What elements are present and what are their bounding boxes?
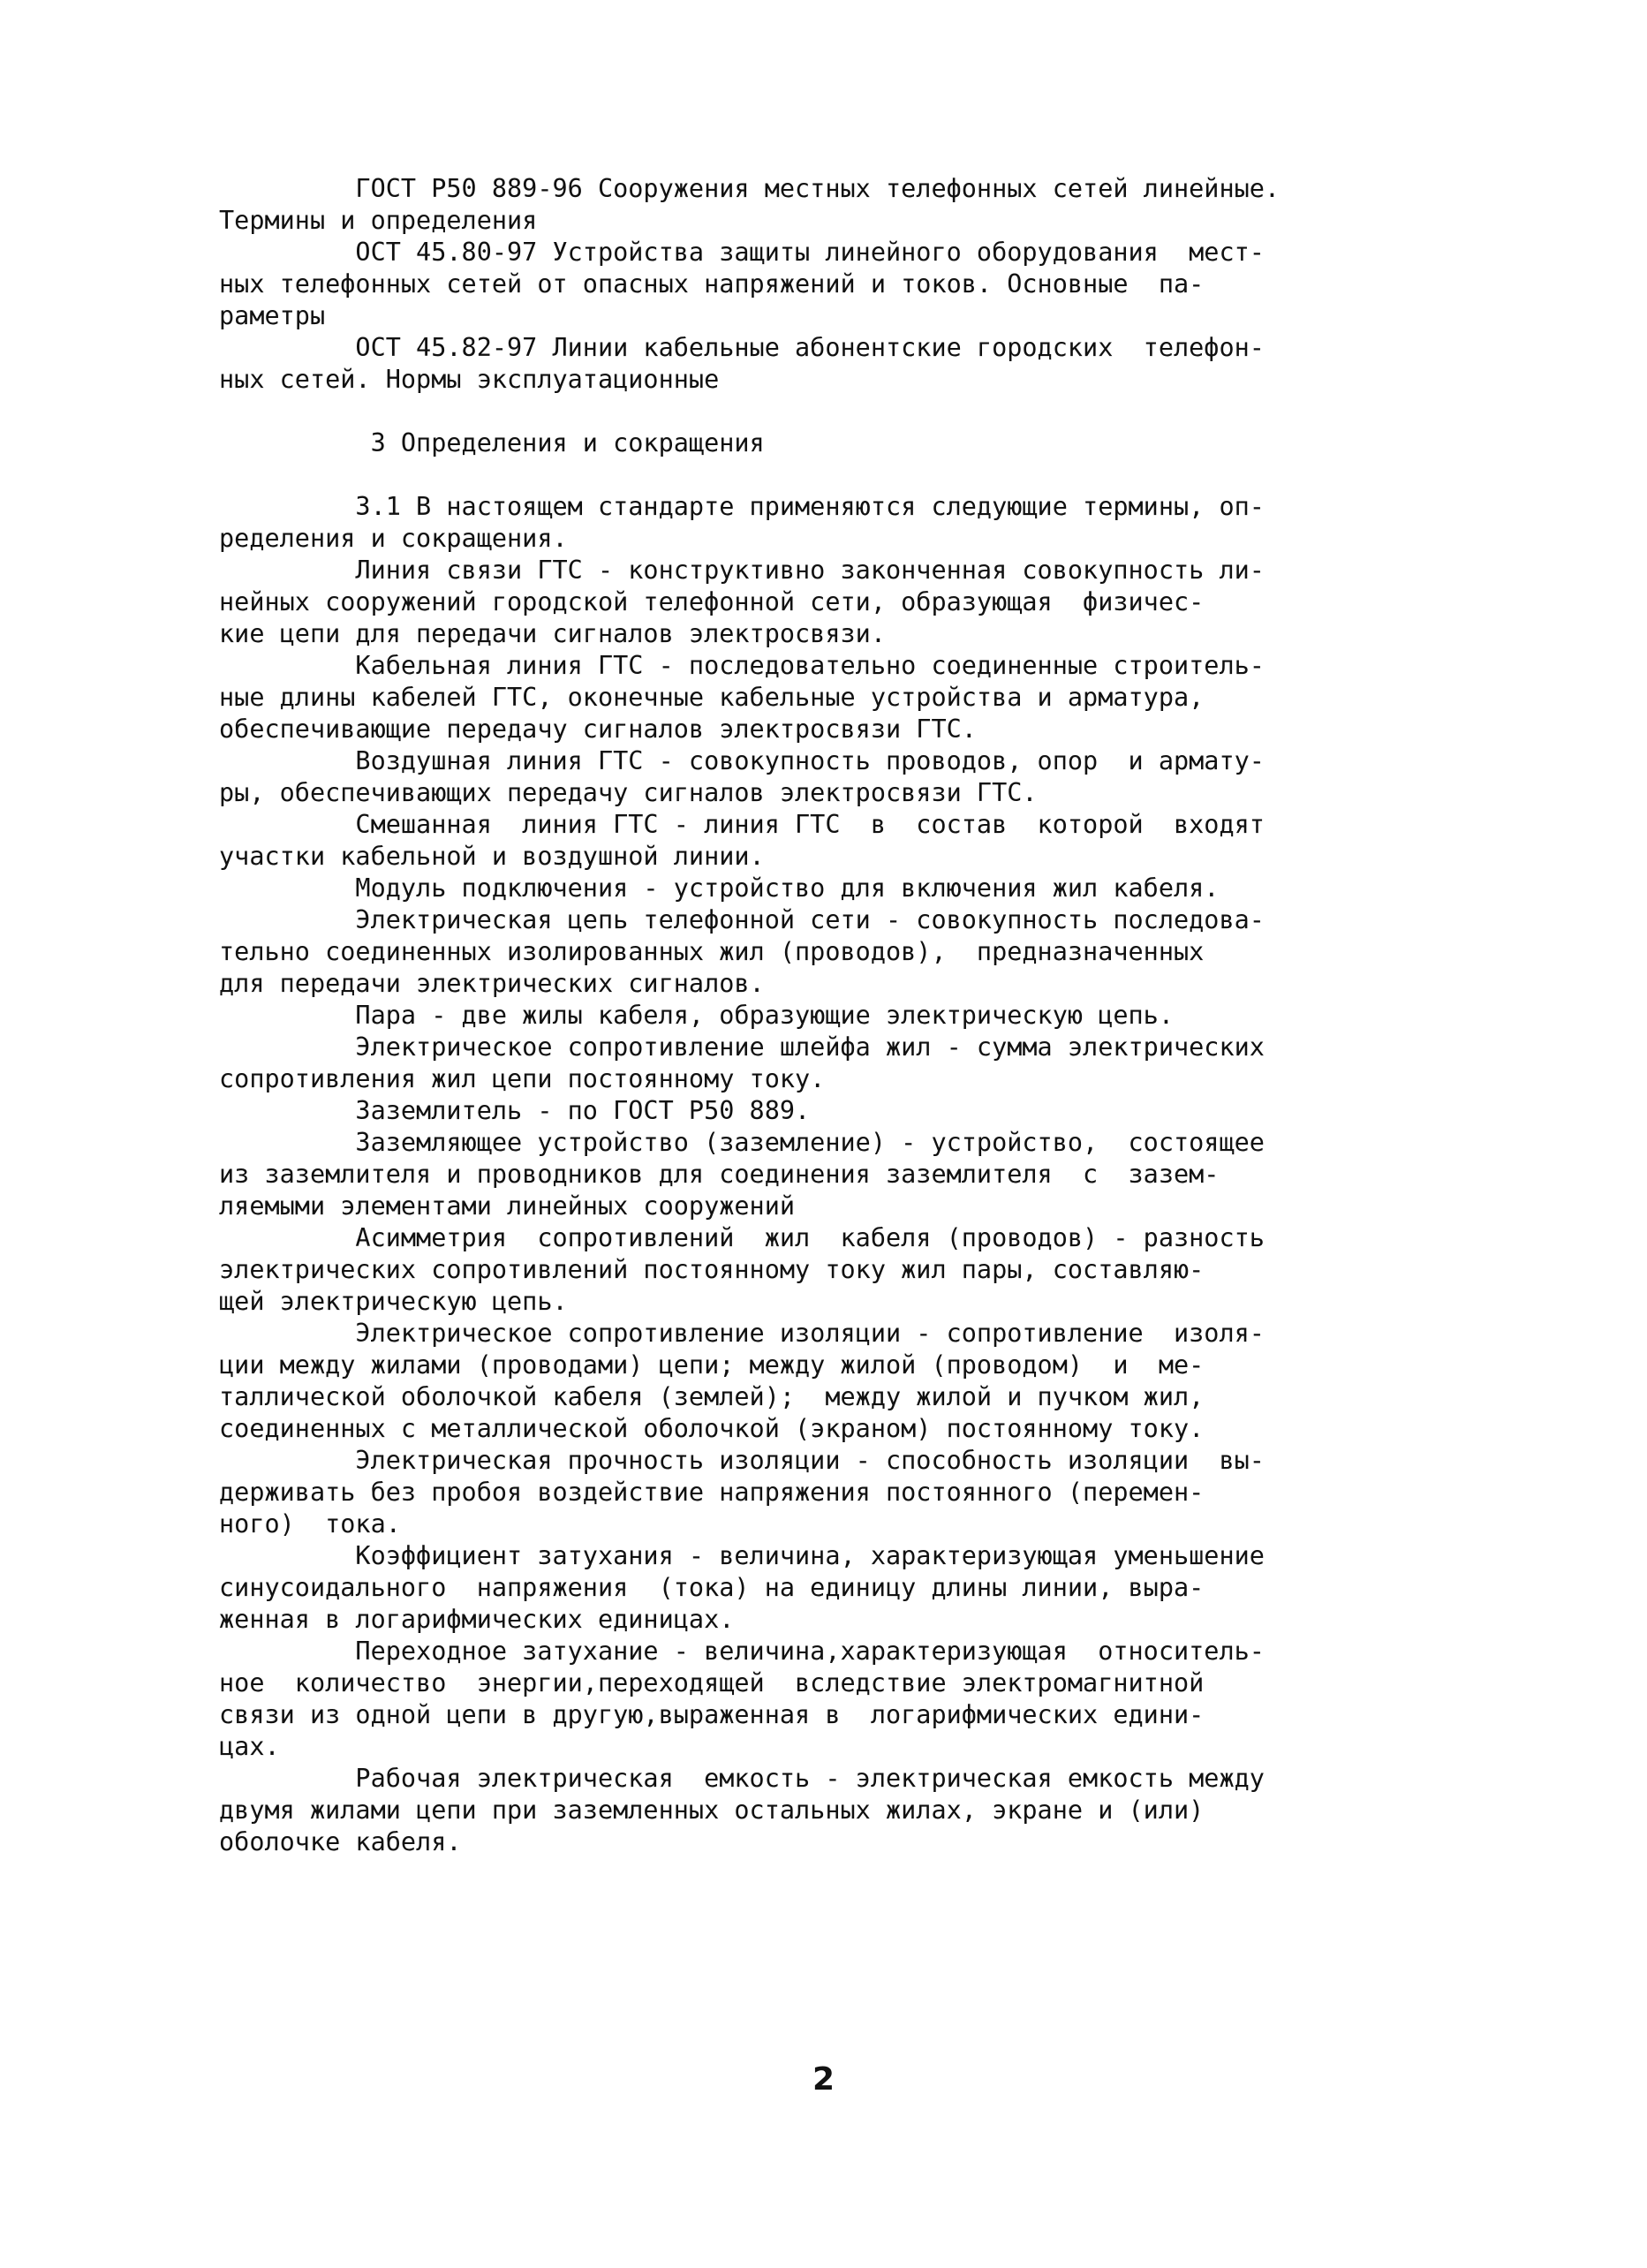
text-line: ляемыми элементами линейных сооружений	[219, 1191, 796, 1221]
section-heading: 3 Определения и сокращения	[219, 428, 765, 457]
reference-line: ных сетей. Нормы эксплуатационные	[219, 365, 720, 394]
text-line: Коэффициент затухания - величина, характеризующая уменьшение	[219, 1541, 1265, 1570]
text-line: 3.1 В настоящем стандарте применяются следующие термины, оп-	[219, 492, 1265, 521]
text-line: двумя жилами цепи при заземленных остальных жилах, экране и (или)	[219, 1796, 1205, 1825]
text-line: ределения и сокращения.	[219, 524, 568, 553]
reference-line: ГОСТ Р50 889-96 Сооружения местных телефонных сетей линейные.	[219, 174, 1281, 203]
text-line: Электрическая прочность изоляции - способность изоляции вы-	[219, 1446, 1265, 1475]
reference-line: Термины и определения	[219, 206, 538, 235]
text-line: ные длины кабелей ГТС, оконечные кабельные устройства и арматура,	[219, 683, 1205, 712]
text-line: обеспечивающие передачу сигналов электросвязи ГТС.	[219, 714, 977, 744]
text-line: участки кабельной и воздушной линии.	[219, 842, 765, 871]
references-block	[219, 173, 1447, 396]
reference-line: ОСТ 45.82-97 Линии кабельные абонентские городских телефон-	[219, 333, 1265, 362]
reference-line: ных телефонных сетей от опасных напряжений и токов. Основные па-	[219, 269, 1205, 299]
text-line: ное количество энергии,переходящей вследствие электромагнитной	[219, 1668, 1205, 1697]
document-page	[219, 173, 1447, 1858]
text-line: электрических сопротивлений постоянному току жил пары, составляю-	[219, 1255, 1205, 1284]
text-line: Кабельная линия ГТС - последовательно соединенные строитель-	[219, 651, 1265, 680]
text-line: оболочке кабеля.	[219, 1827, 462, 1856]
reference-line: раметры	[219, 301, 326, 330]
text-line: Заземлитель - по ГОСТ Р50 889.	[219, 1096, 811, 1125]
text-line: из заземлителя и проводников для соединения заземлителя с зазем-	[219, 1160, 1220, 1189]
text-line: ции между жилами (проводами) цепи; между жилой (проводом) и ме-	[219, 1350, 1205, 1380]
text-line: цах.	[219, 1732, 280, 1761]
text-line: соединенных с металлической оболочкой (экраном) постоянному току.	[219, 1414, 1205, 1443]
text-line: связи из одной цепи в другую,выраженная в логарифмических едини-	[219, 1700, 1205, 1729]
text-line: Переходное затухание - величина,характеризующая относитель-	[219, 1637, 1265, 1666]
text-line: Заземляющее устройство (заземление) - устройство, состоящее	[219, 1128, 1265, 1157]
text-line: Воздушная линия ГТС - совокупность проводов, опор и армату-	[219, 746, 1265, 775]
text-line: Пара - две жилы кабеля, образующие электрическую цепь.	[219, 1001, 1174, 1030]
text-line: для передачи электрических сигналов.	[219, 969, 765, 998]
text-line: щей электрическую цепь.	[219, 1287, 568, 1316]
text-line: Электрическое сопротивление изоляции - сопротивление изоля-	[219, 1319, 1265, 1348]
text-line: держивать без пробоя воздействие напряжения постоянного (перемен-	[219, 1478, 1205, 1507]
definitions-block	[219, 491, 1447, 1858]
page-number: 2	[812, 2061, 835, 2098]
text-line: Модуль подключения - устройство для включения жил кабеля.	[219, 873, 1220, 903]
text-line: Электрическое сопротивление шлейфа жил - сумма электрических	[219, 1032, 1265, 1062]
text-line: кие цепи для передачи сигналов электросвязи.	[219, 619, 886, 648]
text-line: Линия связи ГТС - конструктивно законченная совокупность ли-	[219, 556, 1265, 585]
text-line: ного) тока.	[219, 1509, 401, 1538]
text-line: тельно соединенных изолированных жил (проводов), предназначенных	[219, 937, 1205, 966]
text-line: сопротивления жил цепи постоянному току.	[219, 1064, 826, 1093]
text-line: таллической оболочкой кабеля (землей); между жилой и пучком жил,	[219, 1382, 1205, 1411]
text-line: Асимметрия сопротивлений жил кабеля (проводов) - разность	[219, 1223, 1265, 1252]
text-line: Смешанная линия ГТС - линия ГТС в состав которой входят	[219, 810, 1265, 839]
text-line: Рабочая электрическая емкость - электрическая емкость между	[219, 1764, 1265, 1793]
text-line: женная в логарифмических единицах.	[219, 1605, 735, 1634]
text-line: синусоидального напряжения (тока) на единицу длины линии, выра-	[219, 1573, 1205, 1602]
text-line: ры, обеспечивающих передачу сигналов электросвязи ГТС.	[219, 778, 1038, 807]
text-line: нейных сооружений городской телефонной сети, образующая физичес-	[219, 587, 1205, 616]
text-line: Электрическая цепь телефонной сети - совокупность последова-	[219, 905, 1265, 934]
reference-line: ОСТ 45.80-97 Устройства защиты линейного оборудования мест-	[219, 238, 1265, 267]
